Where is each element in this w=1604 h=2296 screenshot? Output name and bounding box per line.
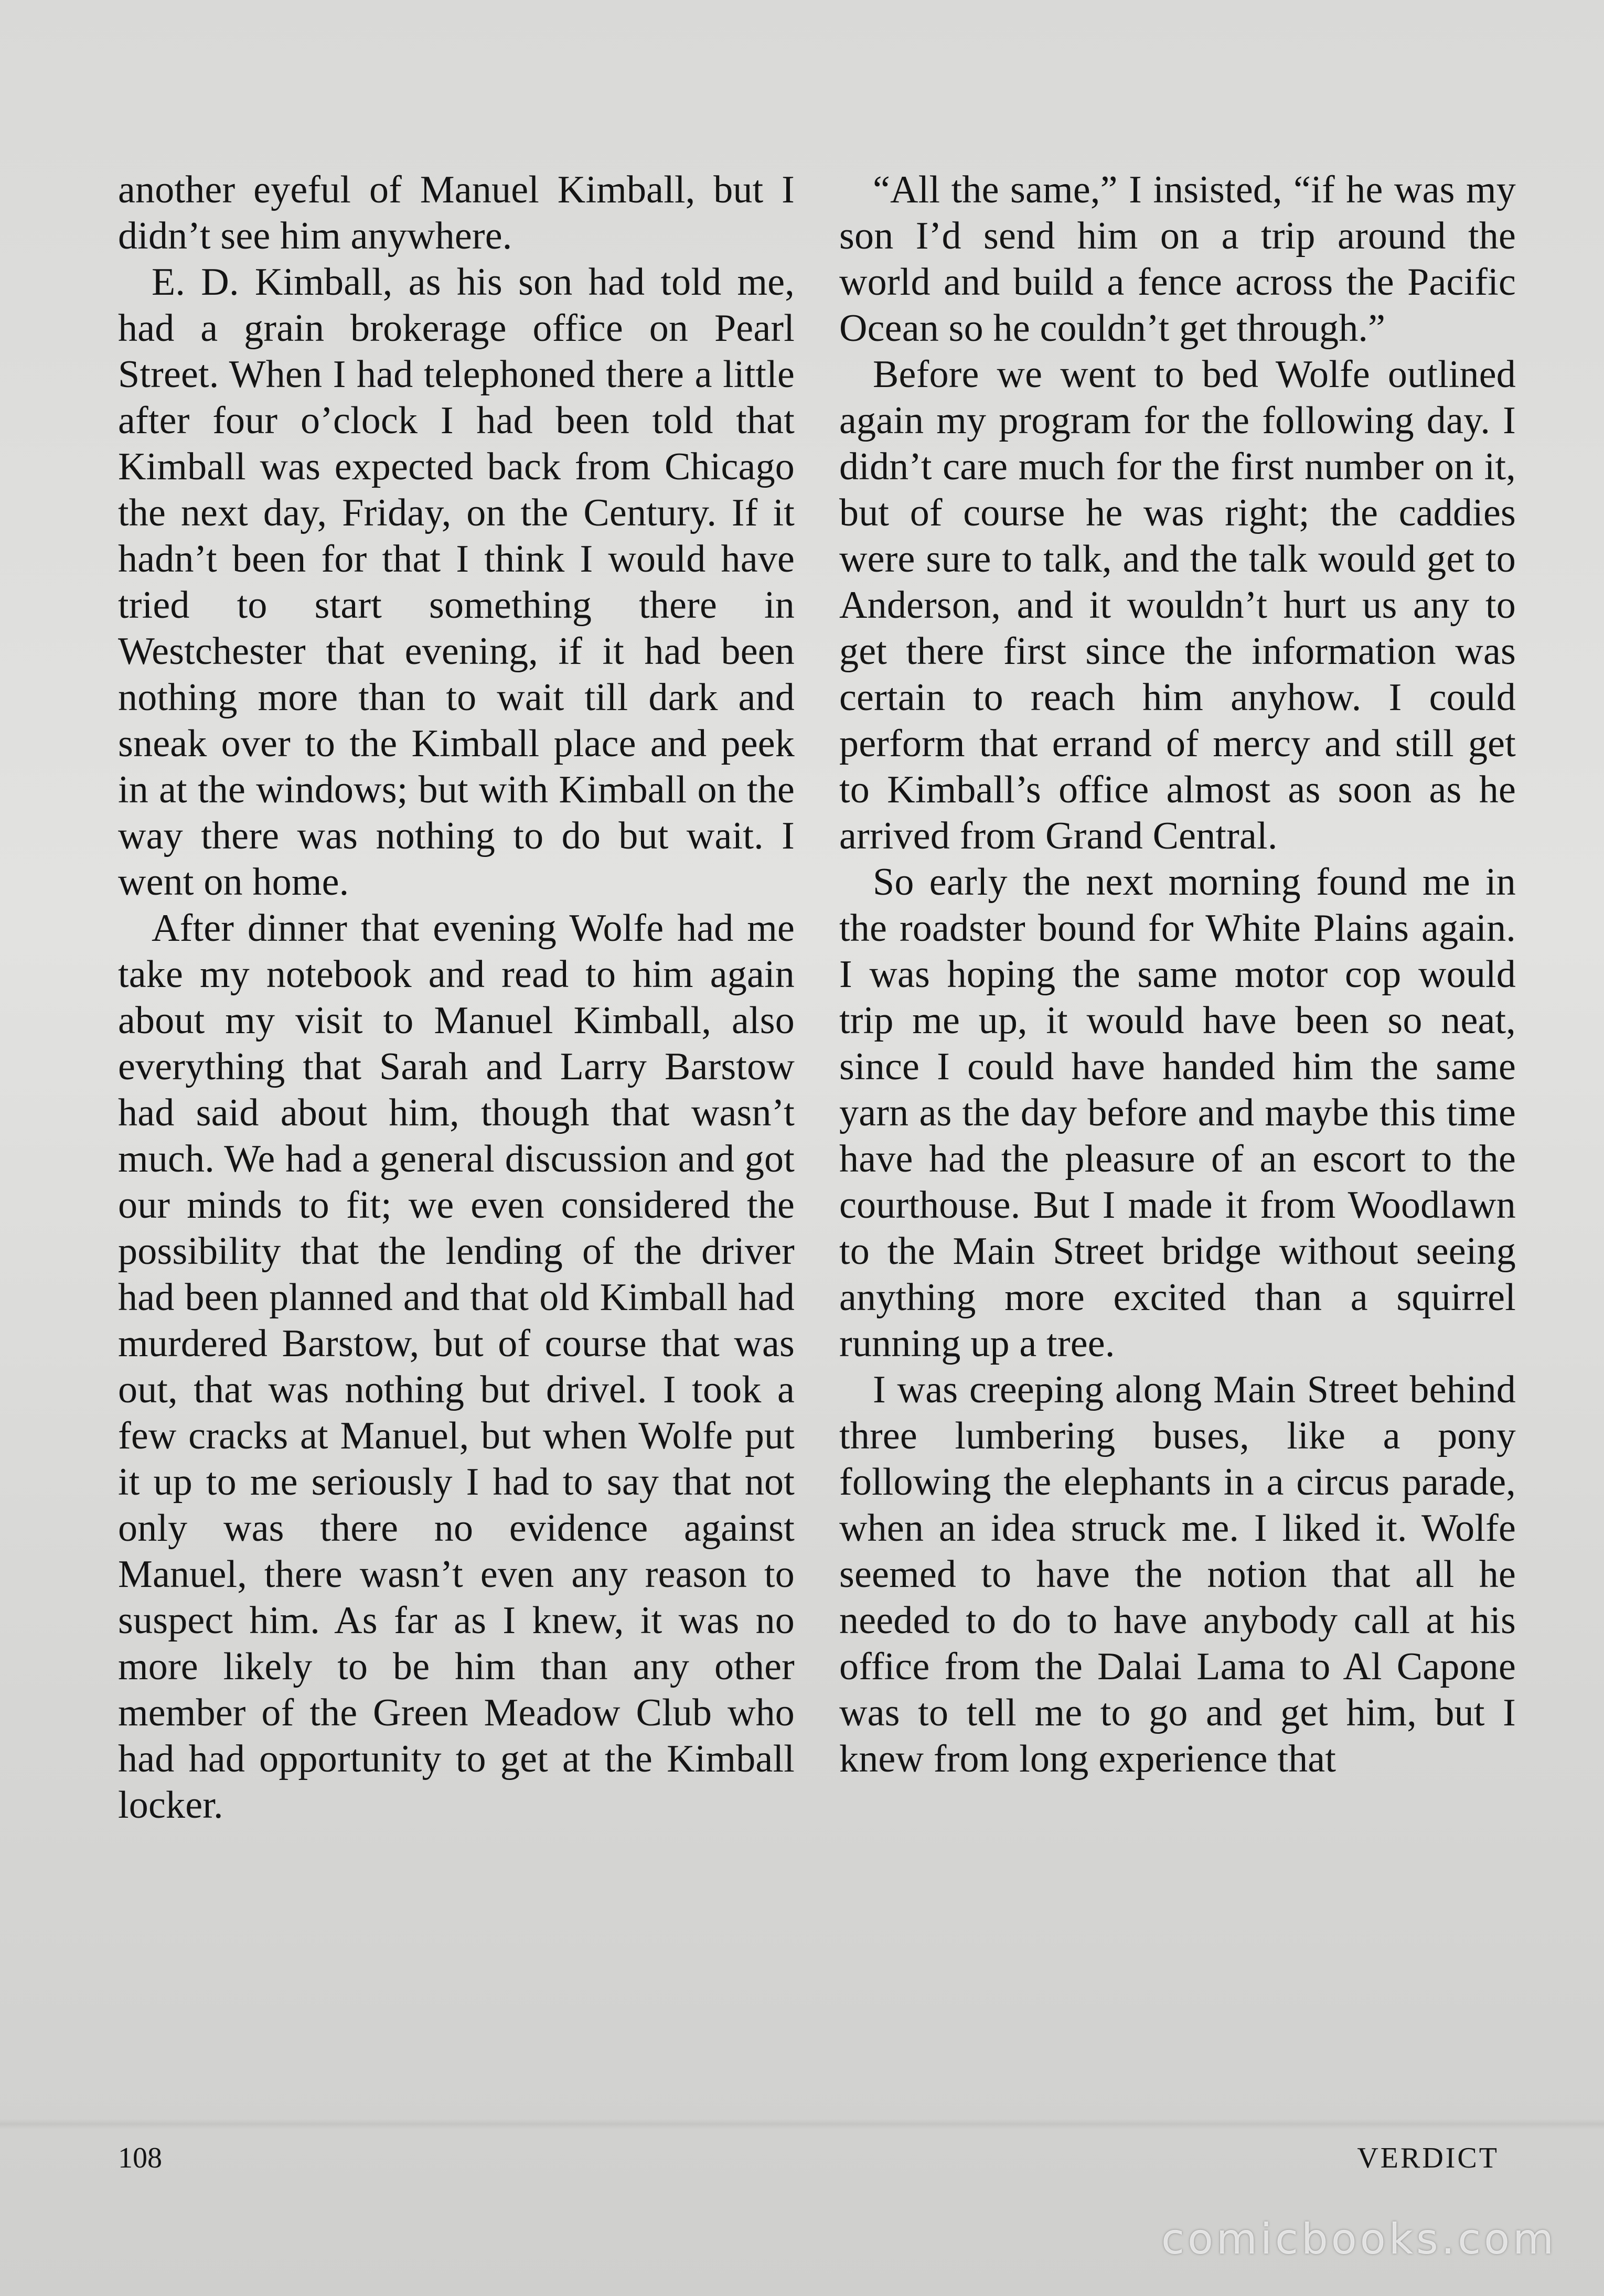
running-footer: VERDICT	[1357, 2142, 1499, 2174]
paragraph: I was creeping along Main Street behind three lumbering buses, like a pony following the elephants in a circus parade, when an idea struck me. I liked it. Wolfe seemed to have the notion that all he needed to do to have anybody call at his office from the Dalai Lama to Al Capone was to tell me to go and get him, but I knew from long experience that	[839, 1368, 1516, 1780]
right-column	[839, 167, 1516, 1782]
paragraph: another eyeful of Manuel Kimball, but I didn’t see him anywhere.	[118, 168, 795, 258]
left-column	[118, 167, 795, 1828]
paragraph: “All the same,” I insisted, “if he was my son I’d send him on a trip around the world and build a fence across the Pacific Ocean so he couldn’t get through.”	[839, 168, 1516, 350]
page-number: 108	[118, 2142, 162, 2174]
paragraph: E. D. Kimball, as his son had told me, had a grain brokerage office on Pearl Street. When I had telephoned there a little after four o’clock I had been told that Kimball was expected back from Chicago the next day, Friday, on the Century. If it hadn’t been for that I think I would have tried to start something there in Westchester that evening, if it had been nothing more than to wait till dark and sneak over to the Kimball place and peek in at the windows; but with Kimball on the way there was nothing to do but wait. I went on home.	[118, 261, 795, 904]
paragraph: After dinner that evening Wolfe had me take my notebook and read to him again about my visit to Manuel Kimball, also everything that Sarah and Larry Barstow had said about him, though that wasn’t much. We had a general discussion and got our minds to fit; we even considered the possibility that the lending of the driver had been planned and that old Kimball had murdered Barstow, but of course that was out, that was nothing but drivel. I took a few cracks at Manuel, but when Wolfe put it up to me seriously I had to say that not only was there no evidence against Manuel, there wasn’t even any reason to suspect him. As far as I knew, it was no more likely to be him than any other member of the Green Meadow Club who had had opportunity to get at the Kimball locker.	[118, 907, 795, 1827]
page-fold-shadow	[0, 2119, 1604, 2129]
paragraph: Before we went to bed Wolfe outlined again my program for the following day. I didn’t care much for the first number on it, but of course he was right; the caddies were sure to talk, and the talk would get to Anderson, and it wouldn’t hurt us any to get there first since the information was certain to reach him anyhow. I could perform that errand of mercy and still get to Kimball’s office almost as soon as he arrived from Grand Central.	[839, 353, 1516, 857]
site-watermark: comicbooks.com	[1161, 2215, 1557, 2263]
paragraph: So early the next morning found me in the roadster bound for White Plains again. I was hoping the same motor cop would trip me up, it would have been so neat, since I could have handed him the same yarn as the day before and maybe this time have had the pleasure of an escort to the courthouse. But I made it from Woodlawn to the Main Street bridge without seeing anything more excited than a squirrel running up a tree.	[839, 861, 1516, 1365]
